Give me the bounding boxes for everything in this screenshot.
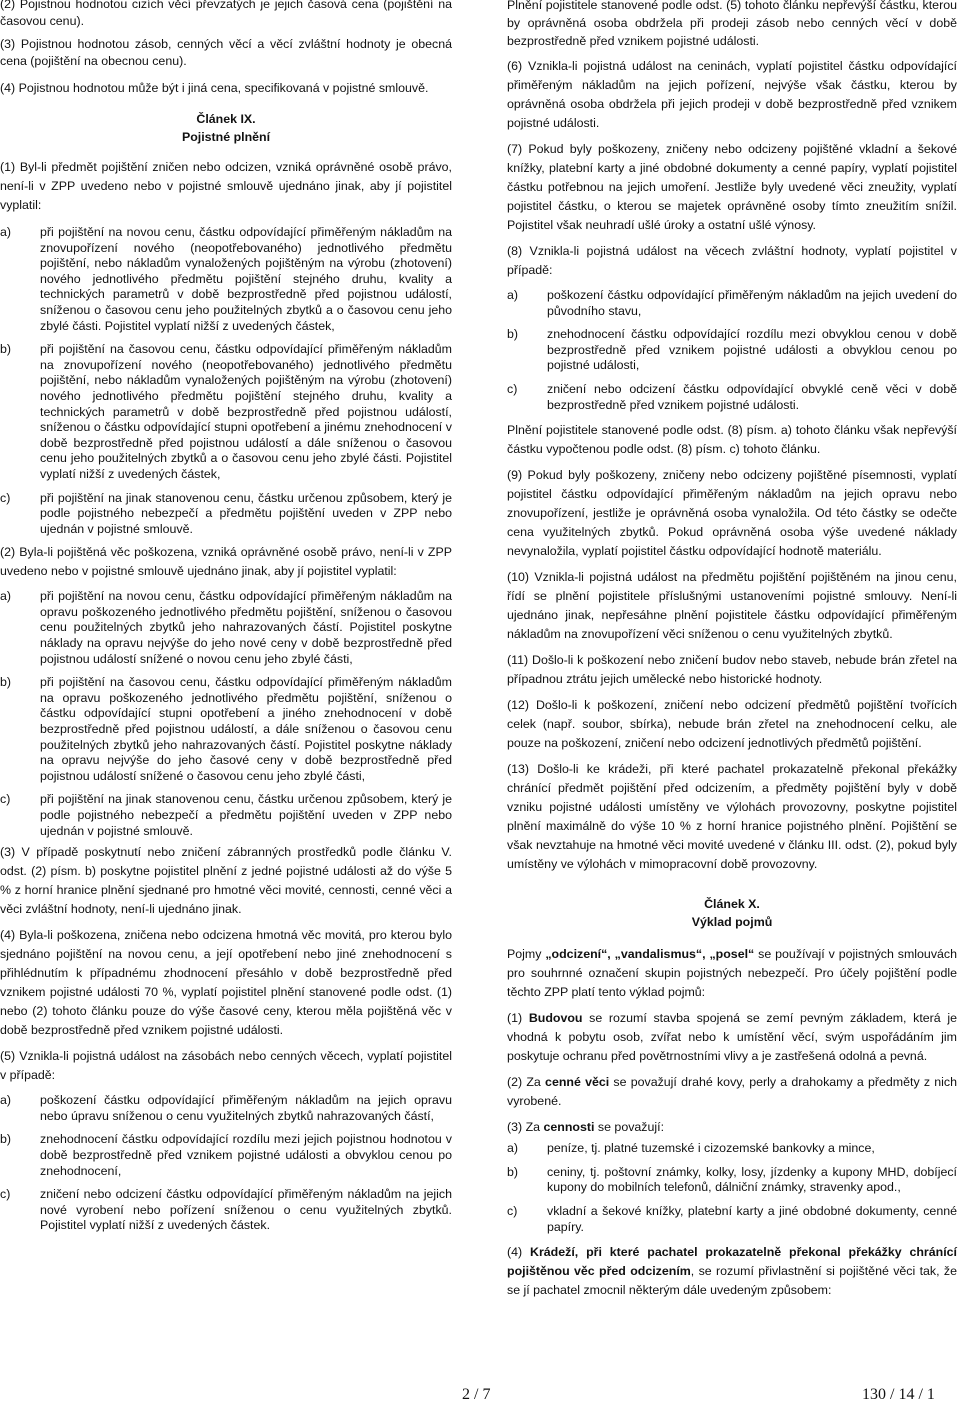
list-item [0, 589, 452, 667]
item-text: při pojištění na novou cenu, částku odpovídající přiměřeným nákladům na znovupořízení nového (neopotřebovaného) jednotlivého předmětu pojištění, nebo nákladům vynaložených pojištěným na výrobu (zhotovení) nového jednotlivého předmětu pojištění stejného druhu, kvality a technických parametrů v době bezprostředně před pojistnou událostí, sníženou o časovou cenu jeho použitelných zbytků a o časovou cenu jeho zbylé části. Pojistitel vyplatí nižší z uvedených částek, [40, 225, 452, 333]
text-run: (1) [507, 1011, 529, 1026]
text-run: (3) Za [507, 1120, 544, 1135]
definition-3 [507, 1118, 957, 1137]
defined-term: cennosti [543, 1120, 595, 1135]
paragraph-5: (5) Vznikla-li pojistná událost na zásobách nebo cenných věcech, vyplatí pojistitel v případě: [0, 1049, 452, 1083]
list-item [507, 382, 957, 413]
paragraph-13: (13) Došlo-li ke krádeži, při které pachatel prokazatelně překonal překážky chránící předmět pojištění před odcizením, a předměty pojištění byly v době vzniku pojistné události umístěny ve výlohách provozovny, poskytne pojistitel plnění maximálně do výše 10 % z horní hranice pojistného plnění. Pojištění se však nevztahuje na hmotné věci movité uvedené v článku III. odst. (2), pokud byly umístěny ve výlohách v mimopracovní době provozovny. [507, 762, 957, 872]
item-text: ceniny, tj. poštovní známky, kolky, losy, jízdenky a kupony MHD, dobíjecí kupony do mobilních telefonů, dálniční známky, stravenky apod., [547, 1164, 957, 1195]
list-item [0, 1132, 452, 1179]
defined-terms: „odcizení“, „vandalismus“, „posel“ [545, 947, 755, 962]
page-number: 2 / 7 [462, 1386, 491, 1403]
article-ix-title: Článek IX. [196, 112, 256, 126]
item-marker: b) [507, 327, 519, 342]
article-x-title: Článek X. [704, 897, 760, 912]
item-marker: b) [0, 1132, 12, 1147]
definitions-intro [507, 945, 957, 1002]
paragraph-intro-4: (4) Pojistnou hodnotou může být i jiná cena, specifikovaná v pojistné smlouvě. [0, 81, 429, 95]
list-item [0, 342, 452, 482]
definition-1 [507, 1009, 957, 1066]
paragraph-8: (8) Vznikla-li pojistná událost na věcech zvláštní hodnoty, vyplatí pojistitel v případě: [507, 244, 957, 277]
list-item [507, 1165, 957, 1196]
defined-term: Krádeží, při které pachatel prokazatelně překonal překážky chránící pojištěnou věc před odcizením [507, 1245, 957, 1279]
paragraph-12: (12) Došlo-li k poškození, zničení nebo odcizení předmětů pojištění tvořících celek (např. soubor, sbírka), nebude brán zřetel na znehodnocení celku, ale pouze na poškození, zničení nebo odcizení jednotlivých předmětů pojištění. [507, 698, 957, 751]
item-marker: c) [507, 1203, 518, 1218]
left-column [0, 0, 452, 1242]
item-text: znehodnocení částku odpovídající rozdílu mezi obvyklou cenou v době bezprostředně před vznikem pojistné události a obvyklou cenou po pojistné události, [547, 327, 957, 373]
item-marker: a) [0, 589, 12, 604]
definition-2 [507, 1073, 957, 1111]
item-text: při pojištění na jinak stanovenou cenu, částku určenou způsobem, který je podle pojistného nebezpečí a předmětu pojištění uveden v ZPP nebo ujednán v pojistné smlouvě. [40, 792, 452, 838]
text-run: (2) Za [507, 1075, 546, 1090]
paragraph-7: (7) Pokud byly poškozeny, zničeny nebo odcizeny pojištěné vkladní a šekové knížky, platební karty a jiné obdobné dokumenty a cenné papíry, vyplatí pojistitel částku potřebnou na jejich umoření. Jestliže byly uvedené věci zneužity, vyplatí pojistitel částku, o kterou se majetek oprávněné osoby tímto zneužitím snížil. Pojistitel však neuhradí ušlé úroky a ostatní ušlé výnosy. [507, 142, 957, 232]
list-item [0, 792, 452, 839]
item-text: při pojištění na novou cenu, částku odpovídající přiměřeným nákladům na opravu poškozeného jednotlivého předmětu pojištění, sníženou o časovou cenu použitelných zbytků jeho nahrazovaných částí. Pojistitel poskytne náklady na opravu nejvýše do jeho nové ceny v době bezprostředně před pojistnou událostí snížené o novou cenu jeho zbylé části, [40, 589, 452, 666]
paragraph-2: (2) Byla-li pojištěná věc poškozena, vzniká oprávněné osobě právo, není-li v ZPP uvedeno nebo v pojistné smlouvě ujednáno jinak, aby jí pojistitel vyplatil: [0, 545, 452, 579]
list-item [0, 675, 452, 784]
defined-term: cenné věci [545, 1075, 610, 1090]
item-text: peníze, tj. platné tuzemské i cizozemské bankovky a mince, [547, 1141, 875, 1156]
paragraph-6: (6) Vznikla-li pojistná událost na ceninách, vyplatí pojistitel částku odpovídající přiměřeným nákladům na jejich pořízení, nejvýše však částku, kterou by oprávněná osoba obdržela při jejich prodeji v době bezprostředně před vznikem pojistné události. [507, 59, 957, 130]
item-text: při pojištění na časovou cenu, částku odpovídající přiměřeným nákladům na znovupořízení nového (neopotřebovaného) jednotlivého předmětu pojištění, nebo nákladům vynaložených pojištěným na výrobu (zhotovení) nového jednotlivého předmětu pojištění stejného druhu, kvality a technických parametrů v době bezprostředně před pojistnou událostí, sníženou o částku odpovídající stupni opotřebení a jinému znehodnocení v době bezprostředně před pojistnou událostí a dále sníženou o časovou cenu jeho použitelných zbytků a o časovou cenu jeho zbylé části. Pojistitel vyplatí nižší z uvedených částek, [40, 342, 452, 481]
paragraph-8-end: Plnění pojistitele stanovené podle odst. (8) písm. a) tohoto článku však nepřevýší částku vypočtenou podle odst. (8) písm. c) tohoto článku. [507, 423, 957, 457]
item-marker: c) [507, 381, 518, 396]
defined-term: Budovou [528, 1011, 583, 1026]
paragraph-11: (11) Došlo-li k poškození nebo zničení budov nebo staveb, nebude brán zřetel na případnou ztrátu jejich umělecké nebo historické hodnoty. [507, 653, 957, 687]
item-text: vkladní a šekové knížky, platební karty a jiné obdobné dokumenty, cenné papíry. [547, 1203, 957, 1234]
item-text: poškození částku odpovídající přiměřeným nákladům na jejich uvedení do původního stavu, [547, 288, 957, 318]
item-marker: b) [0, 342, 12, 357]
document-reference: 130 / 14 / 1 [862, 1386, 935, 1403]
right-column [507, 0, 957, 1307]
paragraph-intro-2: (2) Pojistnou hodnotou cizích věcí převzatých je jejich časová cena (pojištění na časovou cenu). [0, 0, 452, 28]
list-item [0, 225, 452, 334]
text-run: se používají v pojistných smlouvách pro souhrnné označení skupin pojistných nebezpečí. Pro účely pojištění podle těchto ZPP platí tento výklad pojmů: [507, 947, 957, 1000]
paragraph-9: (9) Pokud byly poškozeny, zničeny nebo odcizeny pojištěné písemnosti, vyplatí pojistitel částku odpovídající přiměřeným nákladům na jejich opravu nebo znovupořízení, jestliže je oprávněná osoba vynaložila. Od této částky se odečte cena využitelných zbytků. Pokud oprávněná osoba výše uvedené náklady nevynaložila, vyplatí pojistitel částku odpovídající hodnotě materiálu. [507, 468, 957, 559]
article-ix-subtitle: Pojistné plnění [181, 130, 271, 144]
paragraph-5-end: Plnění pojistitele stanovené podle odst. (5) tohoto článku nepřevýší částku, kterou by oprávněná osoba obdržela při prodeji zásob nebo cenných věcí v době bezprostředně před vznikem pojistné události. [507, 0, 957, 48]
list-item [507, 327, 957, 374]
item-marker: a) [507, 288, 519, 302]
item-marker: c) [0, 1187, 11, 1202]
item-text: znehodnocení částku odpovídající rozdílu mezi jejich pojistnou hodnotou v době bezprostředně před vznikem pojistné události a obvyklou cenou po znehodnocení, [40, 1132, 452, 1178]
item-marker: c) [0, 490, 11, 505]
list-item [507, 1141, 957, 1157]
item-marker: b) [0, 675, 12, 690]
list-item [507, 1204, 957, 1235]
paragraph-10: (10) Vznikla-li pojistná událost na předmětu pojištění pojištěném na jinou cenu, řídí se plnění pojistitele příslušnými ustanoveními pojistné smlouvy. Není-li ujednáno jinak, nepřesáhne plnění pojistitele částku odpovídající přiměřeným nákladům na znovupořízení věci sníženou o cenu využitelných zbytků. [507, 570, 957, 642]
item-marker: b) [507, 1164, 519, 1179]
item-text: zničení nebo odcizení částku odpovídající obvyklé ceně věci v době bezprostředně před vznikem pojistné události. [547, 381, 957, 412]
article-x-subtitle: Výklad pojmů [691, 915, 773, 930]
paragraph-intro-3: (3) Pojistnou hodnotou zásob, cenných věcí a věcí zvláštní hodnoty je obecná cena (pojištění na obecnou cenu). [0, 37, 452, 68]
text-run: Pojmy [507, 947, 546, 962]
item-text: zničení nebo odcizení částku odpovídající přiměřeným nákladům na jejich nové vyrobení nebo pořízení sníženou o cenu využitelných zbytků. Pojistitel vyplatí nižší z uvedených částek. [40, 1187, 452, 1233]
paragraph-3: (3) V případě poskytnutí nebo zničení zábranných prostředků podle článku V. odst. (2) písm. b) poskytne pojistitel plnění z jedné pojistné události až do výše 5 % z horní hranice plnění sjednané pro hmotné věci movité, cennosti, cenné věci a věci zvláštní hodnoty, není-li ujednáno jinak. [0, 845, 452, 917]
item-text: poškození částku odpovídající přiměřeným nákladům na jejich opravu nebo úpravu sníženou o cenu využitelných zbytků nahrazovaných částí, [40, 1093, 452, 1123]
item-marker: a) [507, 1141, 519, 1156]
text-run: se považují drahé kovy, perly a drahokamy a předměty z nich vyrobené. [507, 1075, 958, 1109]
list-item [507, 288, 957, 319]
list-item [0, 1187, 452, 1234]
text-run: se rozumí stavba spojená se zemí pevným základem, která je vhodná k pobytu osob, zvířat nebo k umístění věcí, svým uspořádáním jim poskytuje ochranu před povětrnostními vlivy a je zastřešená odolná a pevná. [507, 1011, 957, 1064]
text-run: , se rozumí přivlastnění si pojištěné věci tak, že se jí pachatel zmocnil některým dále uvedeným způsobem: [507, 1264, 957, 1298]
list-item [0, 1093, 452, 1124]
item-text: při pojištění na jinak stanovenou cenu, částku určenou způsobem, který je podle pojistného nebezpečí a předmětu pojištění uveden v ZPP nebo ujednán v pojistné smlouvě. [40, 490, 452, 536]
list-item [0, 491, 452, 538]
item-marker: c) [0, 792, 11, 807]
paragraph-4: (4) Byla-li poškozena, zničena nebo odcizena hmotná věc movitá, pro kterou bylo sjednáno pojištění na novou cenu, a její opotřebení nebo jiné znehodnocení s přihlédnutím k případnému zhodnocení přesáhlo v době bezprostředně před vznikem pojistné události 70 %, vyplatí pojistitel plnění stanovené podle odst. (1) nebo (2) tohoto článku pouze do výše časové ceny, kterou měla pojištěná věc v době bezprostředně před vznikem pojistné události. [0, 928, 452, 1038]
paragraph-1: (1) Byl-li předmět pojištění zničen nebo odcizen, vzniká oprávněné osobě právo, není-li v ZPP uvedeno nebo v pojistné smlouvě ujednáno jinak, aby jí pojistitel vyplatil: [0, 160, 452, 212]
text-run: se považují: [594, 1120, 665, 1135]
item-text: při pojištění na časovou cenu, částku odpovídající přiměřeným nákladům na opravu poškozeného jednotlivého předmětu pojištění, sníženou o částku odpovídající stupni opotřebení a jiného znehodnocení v době bezprostředně před pojistnou událostí, a dále sníženou o časovou cenu použitelných zbytků jeho nahrazovaných částí. Pojistitel poskytne náklady na opravu nejvýše do jeho časové ceny v době bezprostředně před pojistnou událostí snížené o časovou cenu jeho zbylé části, [40, 675, 452, 783]
text-run: (4) [507, 1245, 531, 1260]
item-marker: a) [0, 225, 12, 239]
definition-4 [507, 1243, 957, 1300]
item-marker: a) [0, 1093, 12, 1108]
